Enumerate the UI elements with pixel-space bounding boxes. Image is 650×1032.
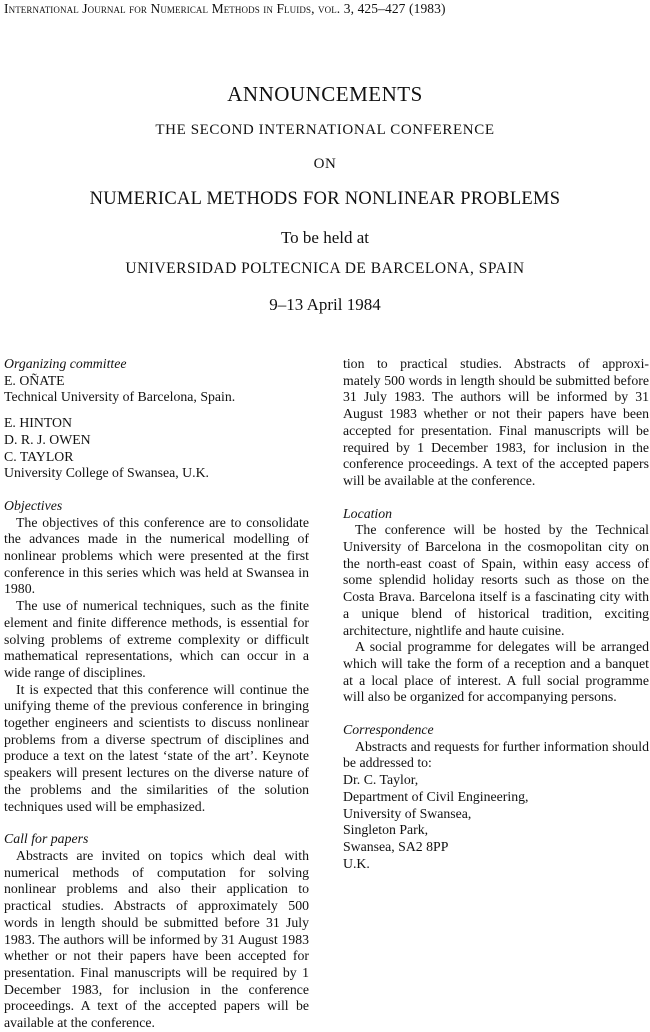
announcements-title: ANNOUNCEMENTS bbox=[227, 82, 423, 106]
objectives-paragraph: It is expected that this conference will continue the unifying theme of the previous conference in bringing together engineers and scientists to discuss nonlinear problems from a diverse spectrum of disciplines and produce a text on the latest ‘state of the art’. Keynote speakers will present lectures on the diverse nature of the problems and the similarities of the solution techniques used will be emphasized. bbox=[4, 681, 309, 814]
committee-member: C. TAYLOR bbox=[4, 448, 74, 464]
right-column bbox=[343, 356, 649, 872]
objectives-paragraph: The objectives of this conference are to consolidate the advances made in the numerical modelling of nonlinear problems which were presented at the first conference in this series which was held at Swansea in 1980. bbox=[4, 514, 309, 597]
journal-name: International Journal for Numerical Methods in Fluids bbox=[4, 1, 312, 16]
conference-title-line4: To be held at bbox=[280, 228, 370, 247]
conference-title-line1: THE SECOND INTERNATIONAL CONFERENCE bbox=[155, 122, 495, 138]
organizing-heading: Organizing committee bbox=[4, 356, 127, 371]
address-line: Swansea, SA2 8PP bbox=[343, 838, 449, 854]
volume-pages: 3, 425–427 (1983) bbox=[343, 1, 446, 16]
call-paragraph-continued: mately 500 words in length should be submitted before 31 July 1983. The authors will be informed by 31 August 1983 whether or not their papers have been accepted for presentation. Final manuscripts will be required by 1 December 1983, for inclusion in the conference proceedings. A text of the accepted papers will be available at the conference. bbox=[343, 372, 649, 488]
location-paragraph: The conference will be hosted by the Technical University of Barcelona in the cosmopolitan city on the north-east coast of Spain, within easy access of some splendid holiday resorts such as those on the Costa Brava. Barcelona itself is a fascinating city with a unique blend of historical tradition, exciting architecture, nightlife and haute cuisine. bbox=[343, 522, 649, 638]
call-paragraph-continued: tion to practical studies. Abstracts of approxi- bbox=[343, 356, 649, 371]
committee-member: E. OÑATE bbox=[4, 372, 65, 388]
address-line: University of Swansea, bbox=[343, 805, 472, 821]
journal-header: International Journal for Numerical Methods in Fluids, vol. 3, 425–427 (1983) bbox=[4, 1, 446, 16]
location-paragraph: A social programme for delegates will be arranged which will take the form of a reception and a banquet at a local place of interest. A full social programme will also be organized for accompanying persons. bbox=[343, 639, 649, 705]
address-line: Singleton Park, bbox=[343, 822, 429, 838]
address-line: U.K. bbox=[343, 855, 370, 871]
correspondence-paragraph: Abstracts and requests for further information should be addressed to: bbox=[343, 738, 649, 771]
objectives-heading: Objectives bbox=[4, 497, 63, 513]
correspondence-heading: Correspondence bbox=[343, 722, 434, 738]
committee-member: E. HINTON bbox=[4, 415, 72, 431]
committee-member: D. R. J. OWEN bbox=[4, 431, 91, 447]
address-line: Dr. C. Taylor, bbox=[343, 772, 419, 788]
left-column bbox=[4, 356, 309, 1032]
location-heading: Location bbox=[343, 505, 393, 521]
committee-affiliation: Technical University of Barcelona, Spain. bbox=[4, 389, 236, 405]
committee-affiliation: University College of Swansea, U.K. bbox=[4, 465, 209, 481]
conference-date: 9–13 April 1984 bbox=[269, 295, 381, 314]
objectives-paragraph: The use of numerical techniques, such as the finite element and finite difference methods, is essential for solving problems of extreme complexity or difficult mathematical representations, which can occur in a wide range of disciplines. bbox=[4, 598, 309, 680]
conference-title-line3: NUMERICAL METHODS FOR NONLINEAR PROBLEMS bbox=[89, 189, 561, 209]
call-paragraph: Abstracts are invited on topics which deal with numerical methods of computation for solving nonlinear problems and also their application to practical studies. Abstracts of approximately 500 words in length should be submitted before 31 July 1983. The authors will be informed by 31 August 1983 whether or not their papers have been accepted for presentation. Final manuscripts will be required by 1 December 1983, for inclusion in the conference proceedings. A text of the accepted papers will be available at the conference. bbox=[4, 847, 309, 1031]
volume-label: vol. bbox=[318, 1, 341, 16]
conference-title-line2: ON bbox=[313, 156, 337, 172]
conference-venue: UNIVERSIDAD POLTECNICA DE BARCELONA, SPAIN bbox=[125, 260, 525, 277]
call-heading: Call for papers bbox=[4, 831, 89, 847]
address-line: Department of Civil Engineering, bbox=[343, 788, 529, 804]
